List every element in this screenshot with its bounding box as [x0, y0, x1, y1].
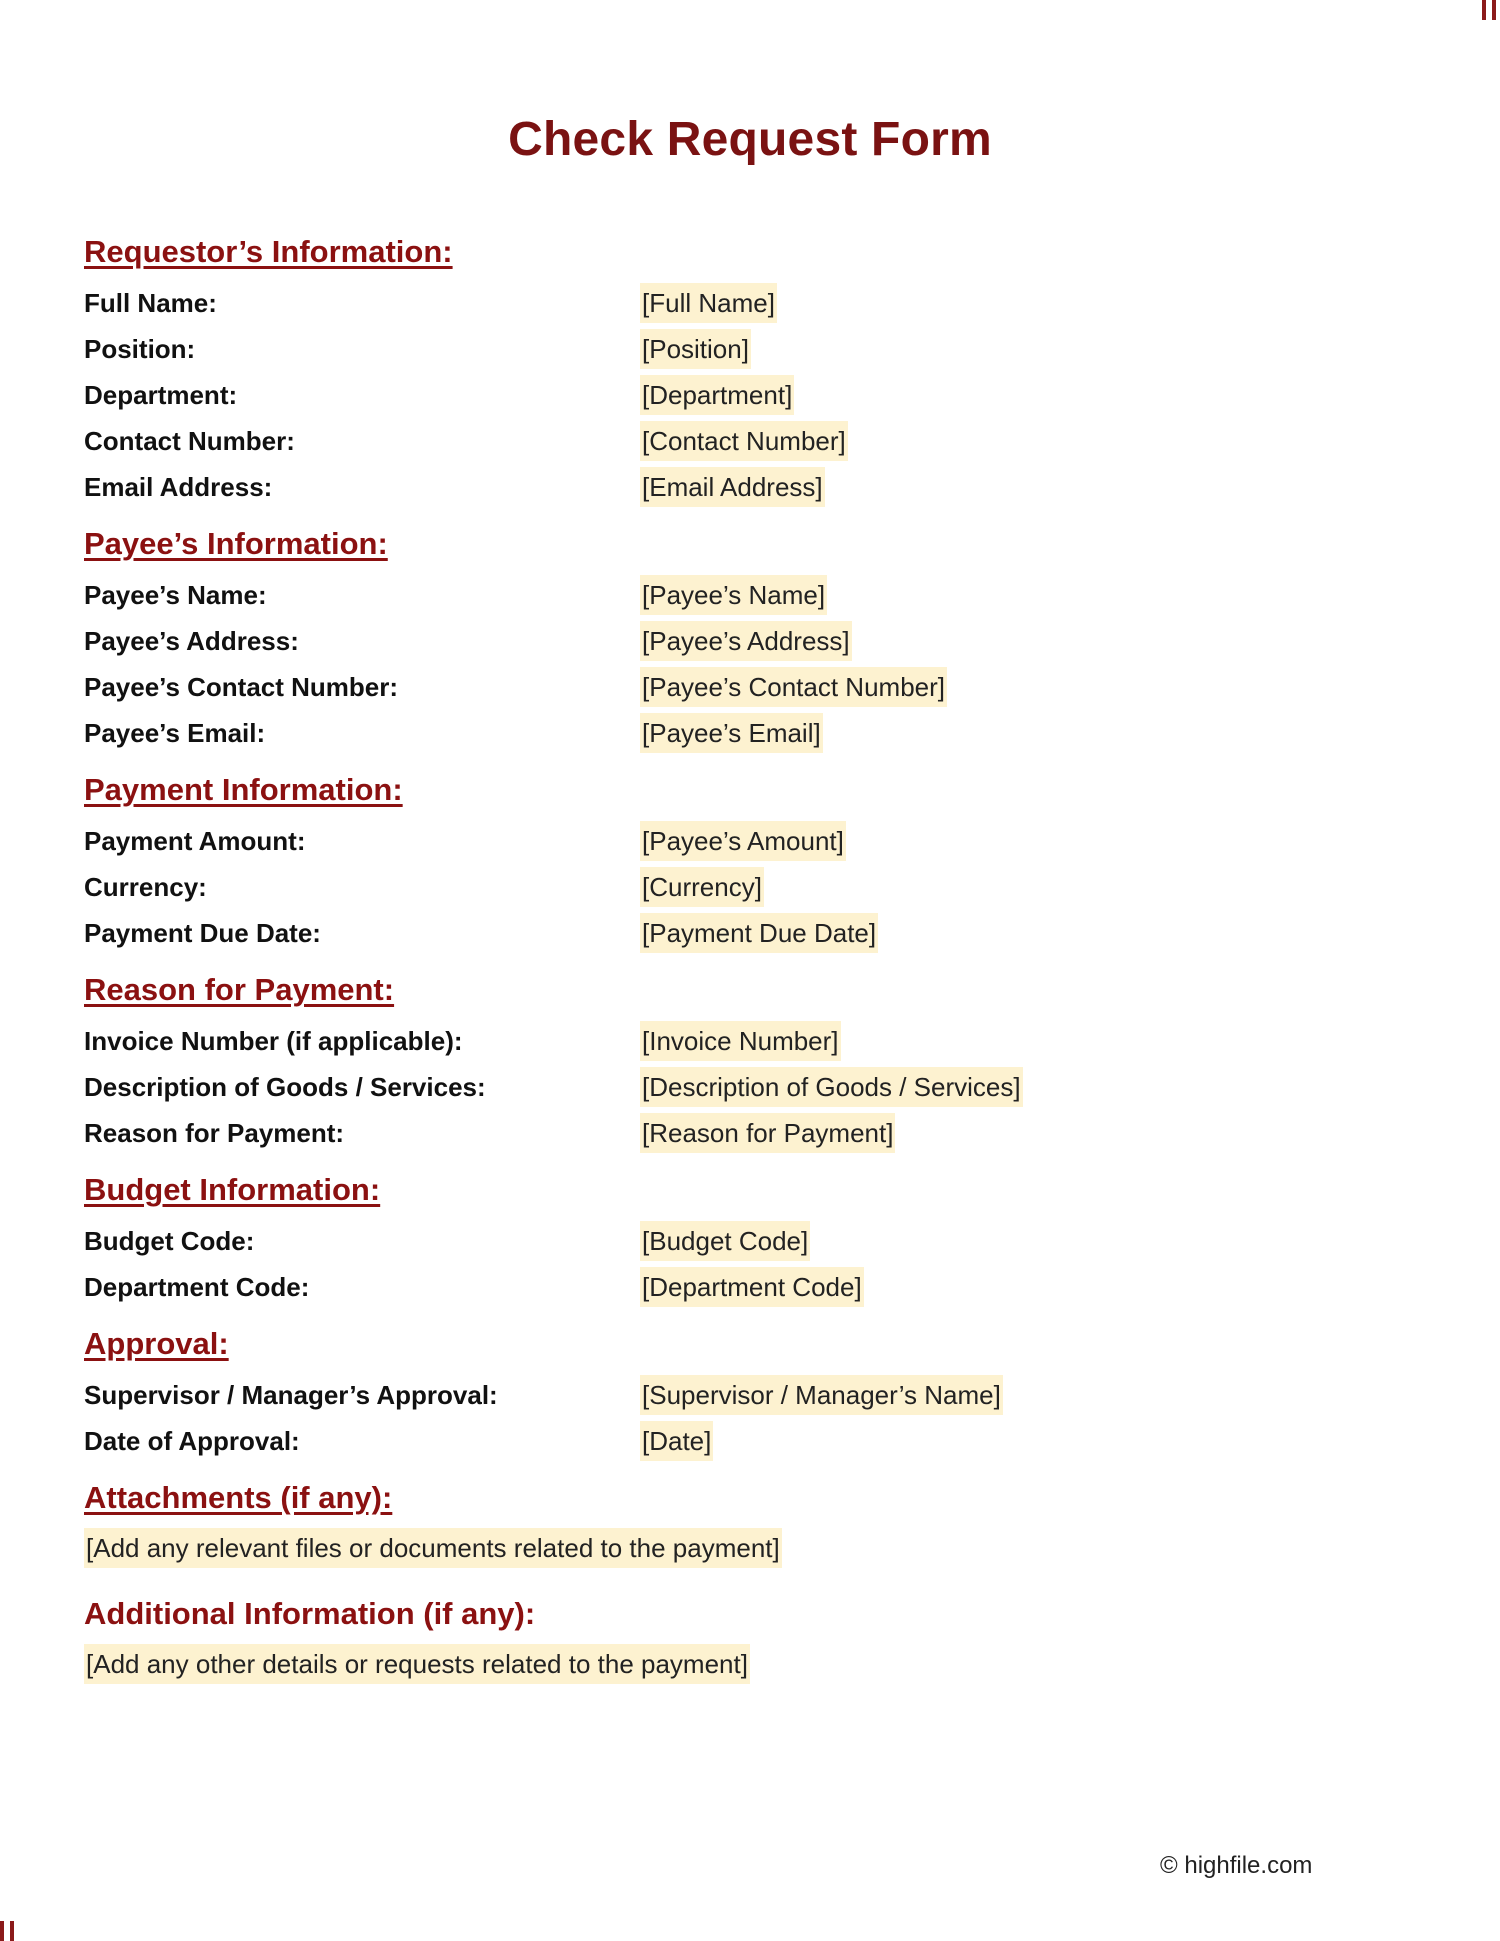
form-row — [84, 664, 1414, 710]
form-row — [84, 1418, 1414, 1464]
form-row — [84, 1372, 1414, 1418]
full-name-field[interactable]: [Full Name] — [640, 283, 777, 323]
field-label: Payee’s Address: — [84, 625, 299, 656]
corner-mark — [1482, 0, 1486, 20]
form-row — [84, 280, 1414, 326]
approver-name-field[interactable]: [Supervisor / Manager’s Name] — [640, 1375, 1003, 1415]
section-attachments — [84, 1476, 1414, 1568]
payment-due-date-field[interactable]: [Payment Due Date] — [640, 913, 878, 953]
field-label: Description of Goods / Services: — [84, 1071, 486, 1102]
field-label: Payment Amount: — [84, 825, 306, 856]
form-row — [84, 372, 1414, 418]
email-address-field[interactable]: [Email Address] — [640, 467, 825, 507]
field-label: Date of Approval: — [84, 1425, 300, 1456]
section-heading: Payee’s Information: — [84, 526, 388, 561]
form-row — [84, 618, 1414, 664]
form-row — [84, 1110, 1414, 1156]
department-code-field[interactable]: [Department Code] — [640, 1267, 864, 1307]
section-reason — [84, 968, 1414, 1156]
form-row — [84, 864, 1414, 910]
field-label: Email Address: — [84, 471, 273, 502]
form-body — [84, 230, 1414, 1696]
section-payment — [84, 768, 1414, 956]
description-field[interactable]: [Description of Goods / Services] — [640, 1067, 1023, 1107]
field-label: Invoice Number (if applicable): — [84, 1025, 463, 1056]
section-approval — [84, 1322, 1414, 1464]
corner-mark — [10, 1921, 14, 1941]
form-row — [84, 1218, 1414, 1264]
section-additional — [84, 1592, 1414, 1684]
invoice-number-field[interactable]: [Invoice Number] — [640, 1021, 841, 1061]
form-row — [84, 464, 1414, 510]
attachments-field[interactable]: [Add any relevant files or documents related to the payment] — [84, 1528, 782, 1568]
page-title: Check Request Form — [508, 113, 992, 166]
form-row — [84, 572, 1414, 618]
section-payee — [84, 522, 1414, 756]
section-heading: Budget Information: — [84, 1172, 381, 1207]
field-label: Reason for Payment: — [84, 1117, 345, 1148]
field-label: Department Code: — [84, 1271, 310, 1302]
additional-info-field[interactable]: [Add any other details or requests related to the payment] — [84, 1644, 750, 1684]
field-label: Payee’s Name: — [84, 579, 267, 610]
budget-code-field[interactable]: [Budget Code] — [640, 1221, 810, 1261]
field-label: Payee’s Contact Number: — [84, 671, 399, 702]
field-label: Position: — [84, 333, 196, 364]
section-heading: Additional Information (if any): — [84, 1596, 536, 1631]
position-field[interactable]: [Position] — [640, 329, 751, 369]
field-label: Budget Code: — [84, 1225, 255, 1256]
section-heading: Attachments (if any): — [84, 1480, 393, 1515]
field-label: Supervisor / Manager’s Approval: — [84, 1379, 498, 1410]
form-row — [84, 818, 1414, 864]
corner-mark — [1492, 0, 1496, 20]
form-row — [84, 910, 1414, 956]
approval-date-field[interactable]: [Date] — [640, 1421, 713, 1461]
payment-amount-field[interactable]: [Payee’s Amount] — [640, 821, 846, 861]
section-heading: Reason for Payment: — [84, 972, 395, 1007]
department-field[interactable]: [Department] — [640, 375, 794, 415]
form-row — [84, 418, 1414, 464]
form-row — [84, 1264, 1414, 1310]
copyright-footer: © highfile.com — [1160, 1852, 1313, 1879]
section-budget — [84, 1168, 1414, 1310]
form-row — [84, 1064, 1414, 1110]
corner-mark — [0, 1921, 4, 1941]
reason-field[interactable]: [Reason for Payment] — [640, 1113, 895, 1153]
form-row — [84, 326, 1414, 372]
field-label: Currency: — [84, 871, 207, 902]
payee-name-field[interactable]: [Payee’s Name] — [640, 575, 827, 615]
section-heading: Requestor’s Information: — [84, 234, 453, 269]
section-requestor — [84, 230, 1414, 510]
currency-field[interactable]: [Currency] — [640, 867, 764, 907]
payee-address-field[interactable]: [Payee’s Address] — [640, 621, 852, 661]
section-heading: Approval: — [84, 1326, 229, 1361]
field-label: Contact Number: — [84, 425, 295, 456]
field-label: Payment Due Date: — [84, 917, 321, 948]
section-heading: Payment Information: — [84, 772, 403, 807]
form-row — [84, 710, 1414, 756]
payee-email-field[interactable]: [Payee’s Email] — [640, 713, 823, 753]
field-label: Department: — [84, 379, 238, 410]
field-label: Payee’s Email: — [84, 717, 266, 748]
payee-contact-number-field[interactable]: [Payee’s Contact Number] — [640, 667, 947, 707]
contact-number-field[interactable]: [Contact Number] — [640, 421, 848, 461]
field-label: Full Name: — [84, 287, 217, 318]
form-row — [84, 1018, 1414, 1064]
